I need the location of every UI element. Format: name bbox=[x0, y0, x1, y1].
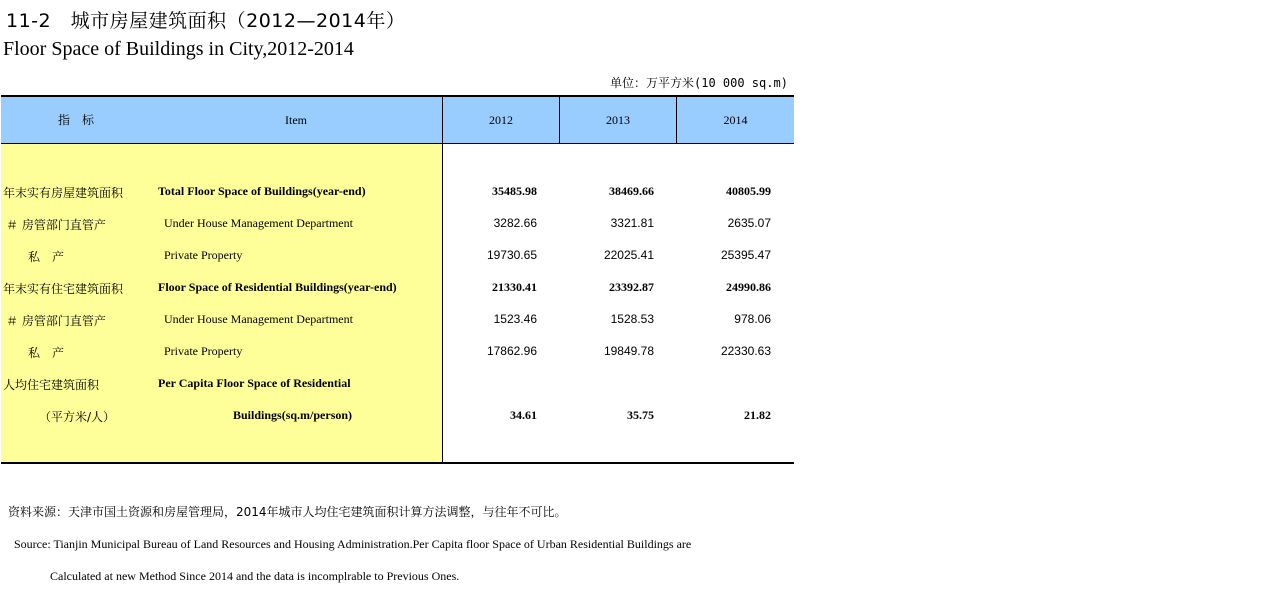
row-label-en: Under House Management Department bbox=[164, 216, 353, 230]
header-item-en: Item bbox=[285, 113, 307, 127]
row-value-2013: 19849.78 bbox=[603, 344, 654, 358]
header-indicator-cn: 指 标 bbox=[57, 113, 94, 127]
source-note-cn: 资料来源：天津市国土资源和房屋管理局，2014年城市人均住宅建筑面积计算方法调整，与往年不可比。 bbox=[8, 505, 567, 519]
row-value-2013: 35.75 bbox=[627, 408, 654, 422]
row-value-2012: 1523.46 bbox=[493, 312, 537, 326]
row-label-cn: 年末实有房屋建筑面积 bbox=[3, 186, 124, 200]
row-label-en: Total Floor Space of Buildings(year-end) bbox=[158, 184, 366, 198]
row-label-en: Private Property bbox=[164, 248, 243, 262]
row-label-en: Floor Space of Residential Buildings(year-end) bbox=[158, 280, 397, 294]
header-year-2012: 2012 bbox=[489, 113, 513, 127]
row-label-en: Private Property bbox=[164, 344, 243, 358]
row-value-2014: 24990.86 bbox=[726, 280, 771, 294]
row-label-cn: 私 产 bbox=[16, 346, 65, 360]
source-note-en-line1: Source: Tianjin Municipal Bureau of Land Resources and Housing Administration.Per Capita floor Space of Urban Residential Buildings are bbox=[14, 537, 692, 551]
table-bottom-rule bbox=[1, 462, 794, 464]
row-label-cn: （平方米/人） bbox=[39, 410, 116, 424]
row-label-cn: 私 产 bbox=[16, 250, 65, 264]
page-title-cn: 11-2 城市房屋建筑面积（2012—2014年） bbox=[6, 10, 406, 32]
header-year-2013: 2013 bbox=[606, 113, 630, 127]
header-bottom-rule bbox=[1, 143, 794, 144]
row-value-2014: 25395.47 bbox=[720, 248, 771, 262]
row-value-2014: 22330.63 bbox=[720, 344, 771, 358]
row-value-2013: 1528.53 bbox=[610, 312, 654, 326]
page-title-en: Floor Space of Buildings in City,2012-2014 bbox=[3, 38, 354, 60]
row-label-en: Buildings(sq.m/person) bbox=[233, 408, 353, 422]
row-value-2014: 21.82 bbox=[744, 408, 771, 422]
row-value-2012: 21330.41 bbox=[492, 280, 537, 294]
row-label-en: Per Capita Floor Space of Residential bbox=[158, 376, 351, 390]
source-note-en-line2: Calculated at new Method Since 2014 and the data is incomplrable to Previous Ones. bbox=[50, 569, 460, 583]
row-value-2014: 2635.07 bbox=[727, 216, 771, 230]
row-value-2012: 35485.98 bbox=[492, 184, 537, 198]
unit-label: 单位：万平方米(10 000 sq.m) bbox=[610, 76, 788, 90]
row-value-2013: 3321.81 bbox=[610, 216, 654, 230]
row-value-2012: 17862.96 bbox=[486, 344, 537, 358]
row-value-2014: 40805.99 bbox=[726, 184, 771, 198]
row-value-2012: 19730.65 bbox=[486, 248, 537, 262]
row-value-2013: 22025.41 bbox=[603, 248, 654, 262]
row-value-2012: 34.61 bbox=[510, 408, 537, 422]
row-value-2014: 978.06 bbox=[734, 312, 771, 326]
data-table bbox=[1, 95, 794, 464]
row-label-cn: 年末实有住宅建筑面积 bbox=[3, 282, 124, 296]
row-value-2013: 38469.66 bbox=[609, 184, 654, 198]
row-label-cn: ＃ 房管部门直管产 bbox=[6, 218, 106, 232]
row-label-en: Under House Management Department bbox=[164, 312, 353, 326]
row-value-2013: 23392.87 bbox=[609, 280, 654, 294]
row-value-2012: 3282.66 bbox=[493, 216, 537, 230]
row-label-cn: ＃ 房管部门直管产 bbox=[6, 314, 106, 328]
row-label-cn: 人均住宅建筑面积 bbox=[3, 378, 100, 392]
header-year-2014: 2014 bbox=[723, 113, 748, 127]
